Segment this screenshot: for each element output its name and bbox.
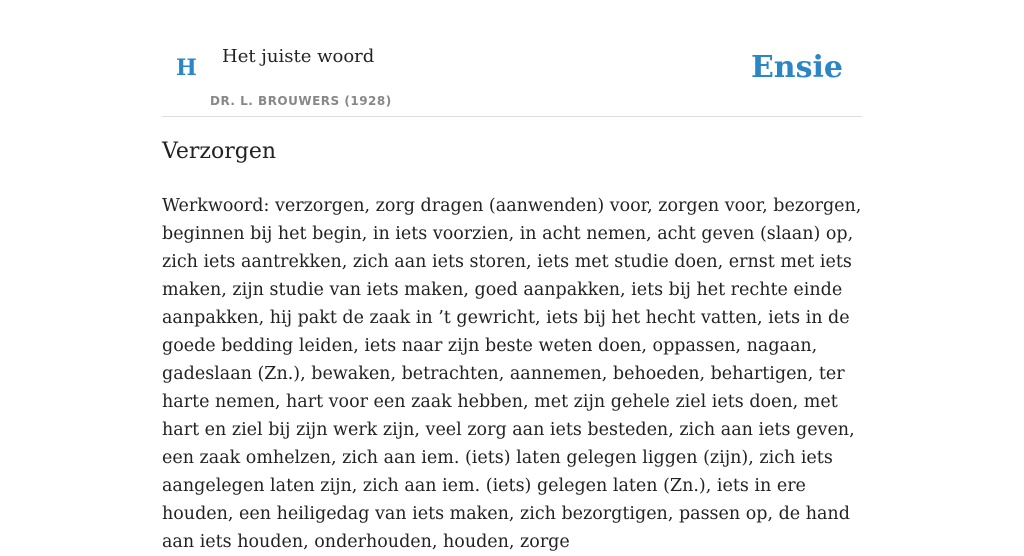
entry-text: Werkwoord: verzorgen, zorg dragen (aanwenden) voor, zorgen voor, bezorgen, beginnen bij het begin, in iets voorzien, in acht nemen, acht geven (slaan) op, zich iets aantrekken, zich aan iets storen, iets met studie doen, ernst met iets maken, zijn studie van iets maken, goed aanpakken, iets bij het rechte einde aanpakken, hij pakt de zaak in ’t gewricht, iets bij het hecht vatten, iets in de goede bedding leiden, iets naar zijn beste weten doen, oppassen, nagaan, gadeslaan (Zn.), bewaken, betrachten, aannemen, behoeden, behartigen, ter harte nemen, hart voor een zaak hebben, met zijn gehele ziel iets doen, met hart en ziel bij zijn werk zijn, veel zorg aan iets besteden, zich aan iets geven, een zaak omhelzen, zich aan iem. (iets) laten gelegen liggen (zijn), zich iets aangelegen laten zijn, zich aan iem. (iets) gelegen laten (Zn.), iets in ere houden, een heiligedag van iets maken, zich bezorgtigen, passen op, de hand aan iets houden, onderhouden, houden, zorge [162, 196, 862, 552]
source-title[interactable]: Het juiste woord [222, 46, 375, 67]
entry-title: Verzorgen [162, 139, 277, 164]
ensie-logo[interactable]: Ensie [750, 50, 843, 85]
header [162, 40, 862, 117]
source-author: DR. L. BROUWERS (1928) [210, 94, 392, 108]
header-letter: H [176, 55, 197, 81]
